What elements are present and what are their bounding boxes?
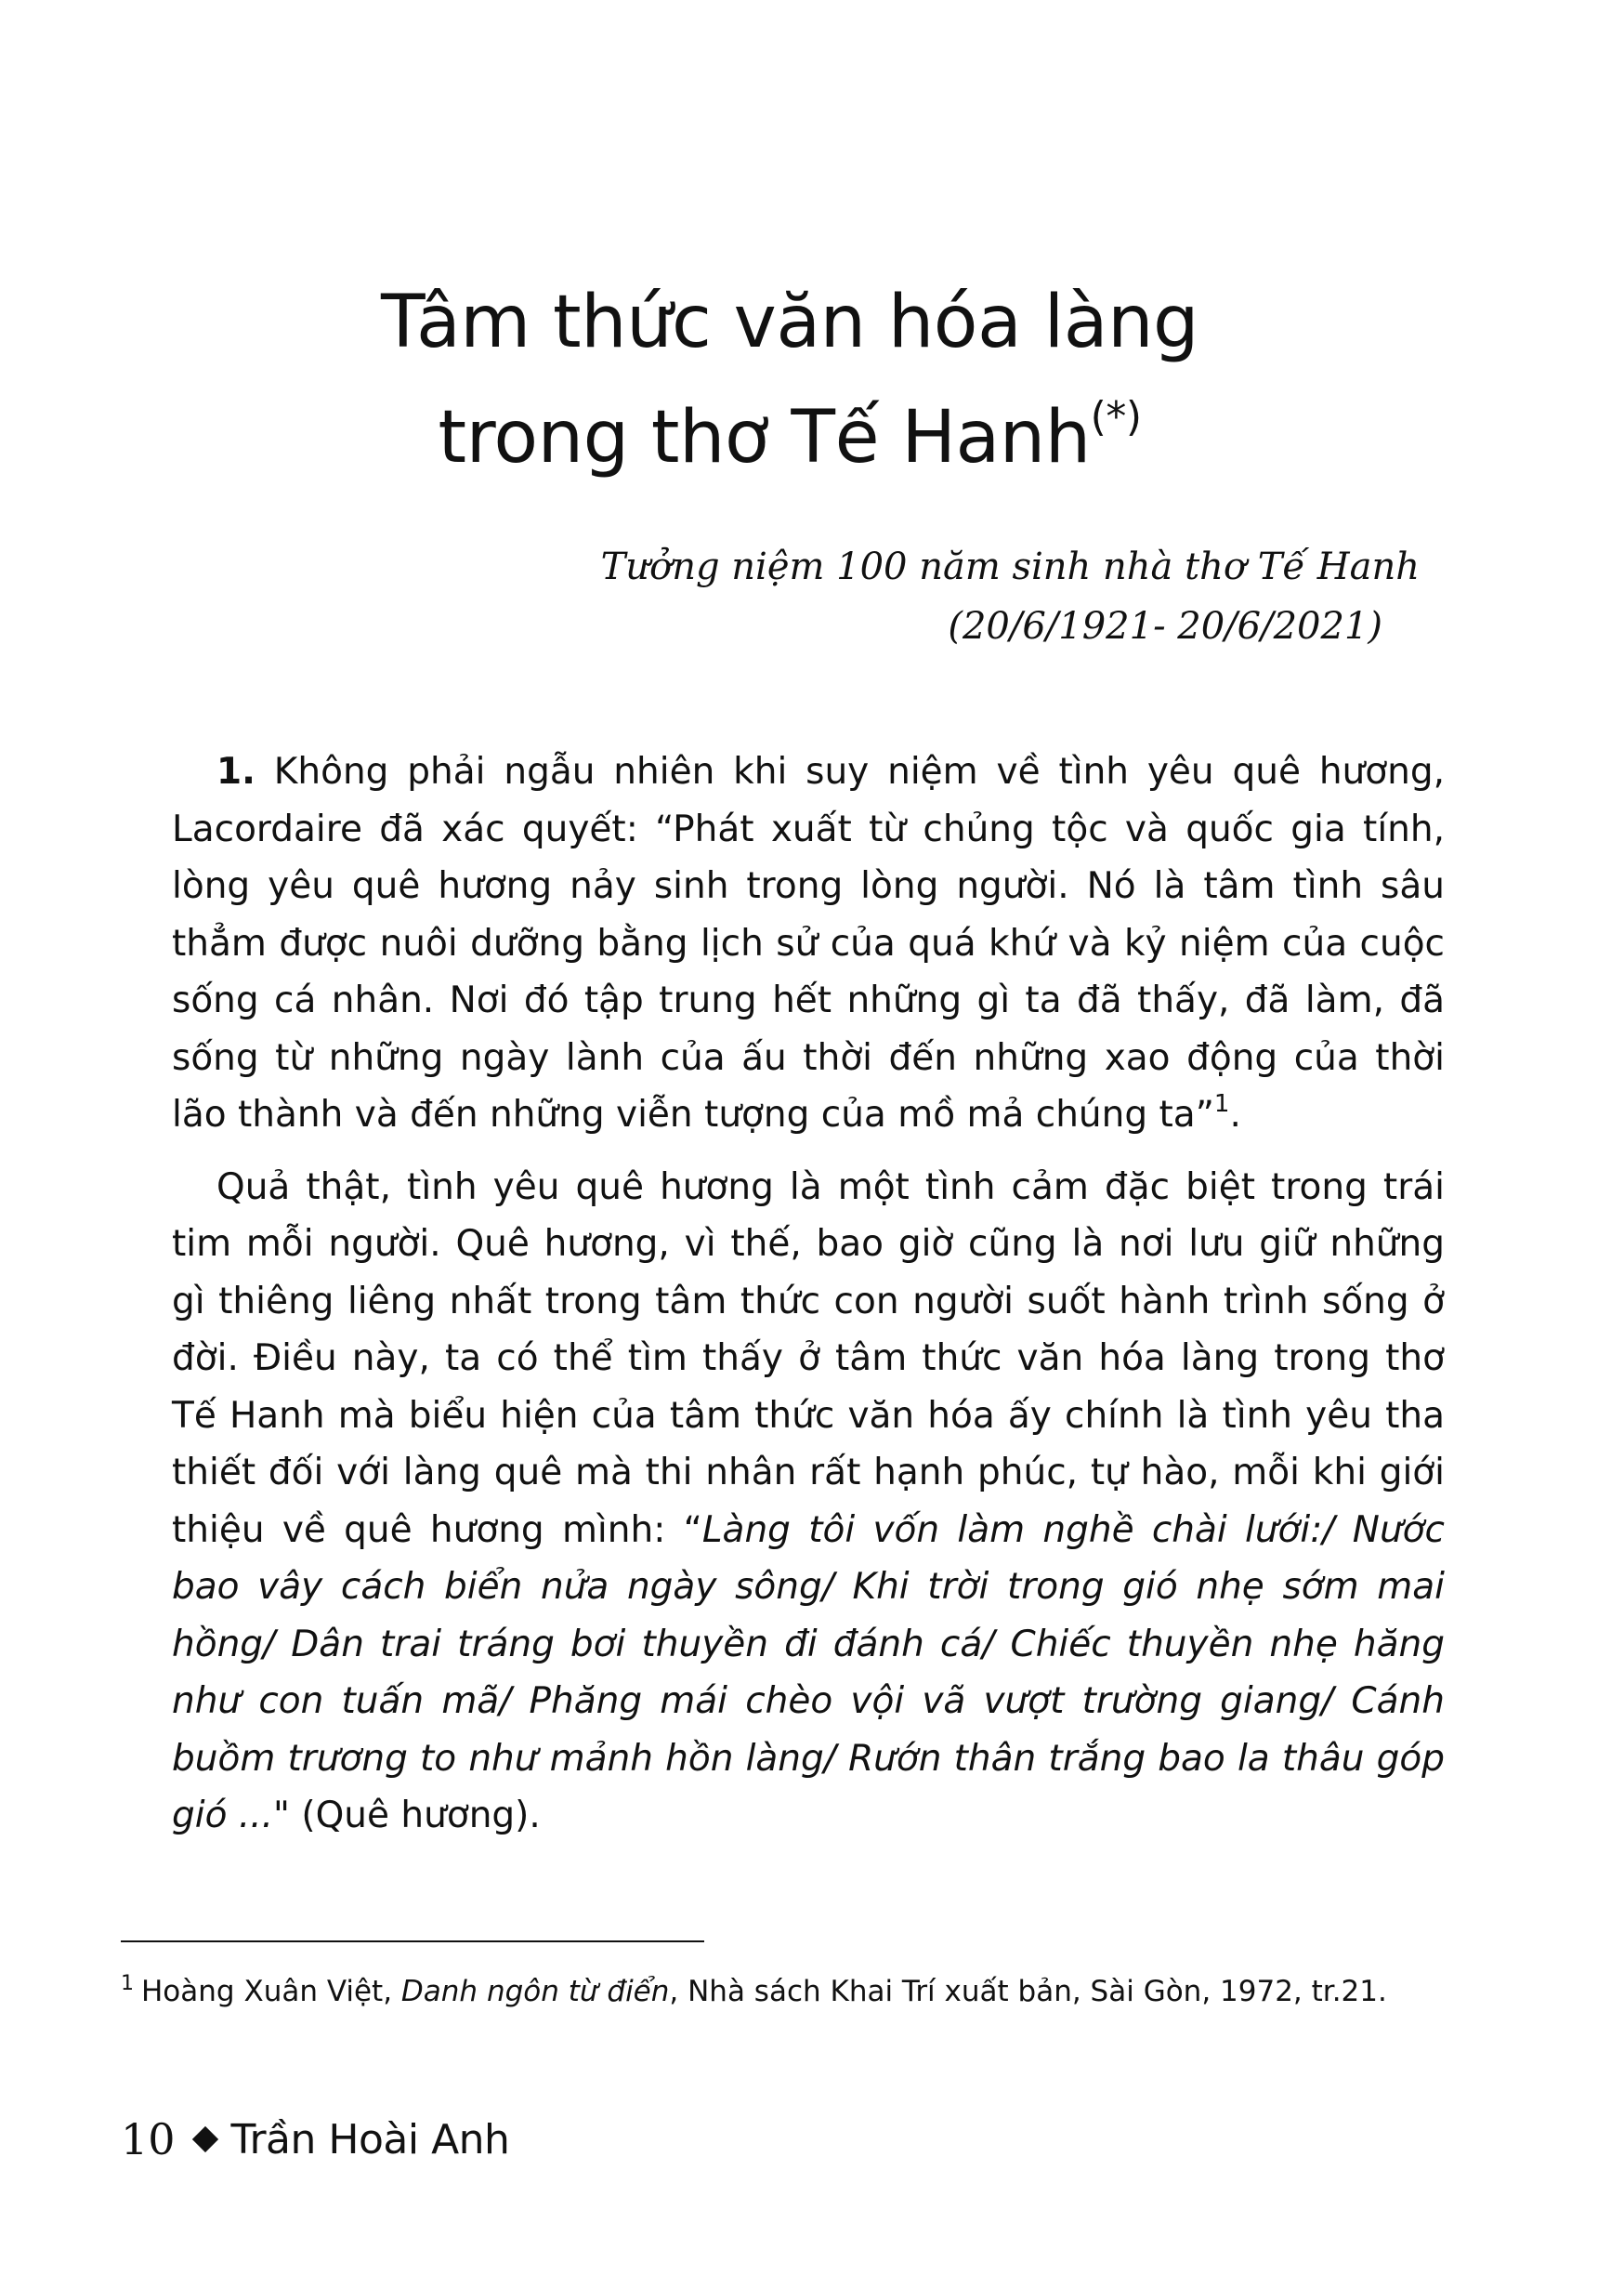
section-number: 1. <box>216 751 255 793</box>
footnote-book-title: Danh ngôn từ điển <box>400 1975 670 2008</box>
running-footer <box>121 2111 509 2167</box>
title-note-marker: (*) <box>1090 393 1142 441</box>
footnote-divider <box>121 1940 704 1942</box>
chapter-title-line1: Tâm thức văn hóa làng <box>380 281 1199 364</box>
footnote-reference: 1 <box>1213 1090 1230 1118</box>
footnote-publication: , Nhà sách Khai Trí xuất bản, Sài Gòn, 1972, tr.21. <box>669 1975 1387 2008</box>
chapter-title <box>279 265 1301 495</box>
footnote <box>121 1968 1445 2015</box>
chapter-title-line2: trong thơ Tế Hanh <box>438 396 1091 480</box>
footnote-author: Hoàng Xuân Việt, <box>141 1975 401 2008</box>
body-text <box>172 743 1445 1860</box>
poem-quote: Làng tôi vốn làm nghề chài lưới:/ Nước bao vây cách biển nửa ngày sông/ Khi trời trong gió nhẹ sớm mai hồng/ Dân trai tráng bơi thuyền đi đánh cá/ Chiếc thuyền nhẹ hăng như con tuấn mã/ Phăng mái chèo vội vã vượt trường giang/ Cánh buồm trương to như mảnh hồn làng/ Rướn thân trắng bao la thâu góp gió ... <box>172 1508 1445 1836</box>
dedication-line2: (20/6/1921- 20/6/2021) <box>948 605 1382 648</box>
poem-source: " (Quê hương). <box>273 1795 541 1836</box>
page-number: 10 <box>121 2114 176 2164</box>
dedication-line1: Tưởng niệm 100 năm sinh nhà thơ Tế Hanh <box>600 546 1420 588</box>
paragraph-1-text: Không phải ngẫu nhiên khi suy niệm về tình yêu quê hương, Lacordaire đã xác quyết: “Phát xuất từ chủng tộc và quốc gia tính, lòng yêu quê hương nảy sinh trong lòng người. Nó là tâm tình sâu thẳm được nuôi dưỡng bằng lịch sử của quá khứ và kỷ niệm của cuộc sống cá nhân. Nơi đó tập trung hết những gì ta đã thấy, đã làm, đã sống từ những ngày lành của ấu thời đến những xao động của thời lão thành và đến những viễn tượng của mồ mả chúng ta” <box>172 751 1445 1136</box>
footnote-number: 1 <box>121 1972 134 1995</box>
paragraph-1 <box>172 743 1445 1144</box>
paragraph-1-end: . <box>1229 1094 1241 1136</box>
dedication <box>398 537 1420 656</box>
diamond-icon <box>191 2126 217 2152</box>
footer-author: Trần Hoài Anh <box>230 2115 510 2163</box>
paragraph-2-text: Quả thật, tình yêu quê hương là một tình cảm đặc biệt trong trái tim mỗi người. Quê hương, vì thế, bao giờ cũng là nơi lưu giữ những gì thiêng liêng nhất trong tâm thức con người suốt hành trình sống ở đời. Điều này, ta có thể tìm thấy ở tâm thức văn hóa làng trong thơ Tế Hanh mà biểu hiện của tâm thức văn hóa ấy chính là tình yêu tha thiết đối với làng quê mà thi nhân rất hạnh phúc, tự hào, mỗi khi giới thiệu về quê hương mình: “ <box>172 1165 1445 1551</box>
paragraph-2 <box>172 1159 1445 1845</box>
